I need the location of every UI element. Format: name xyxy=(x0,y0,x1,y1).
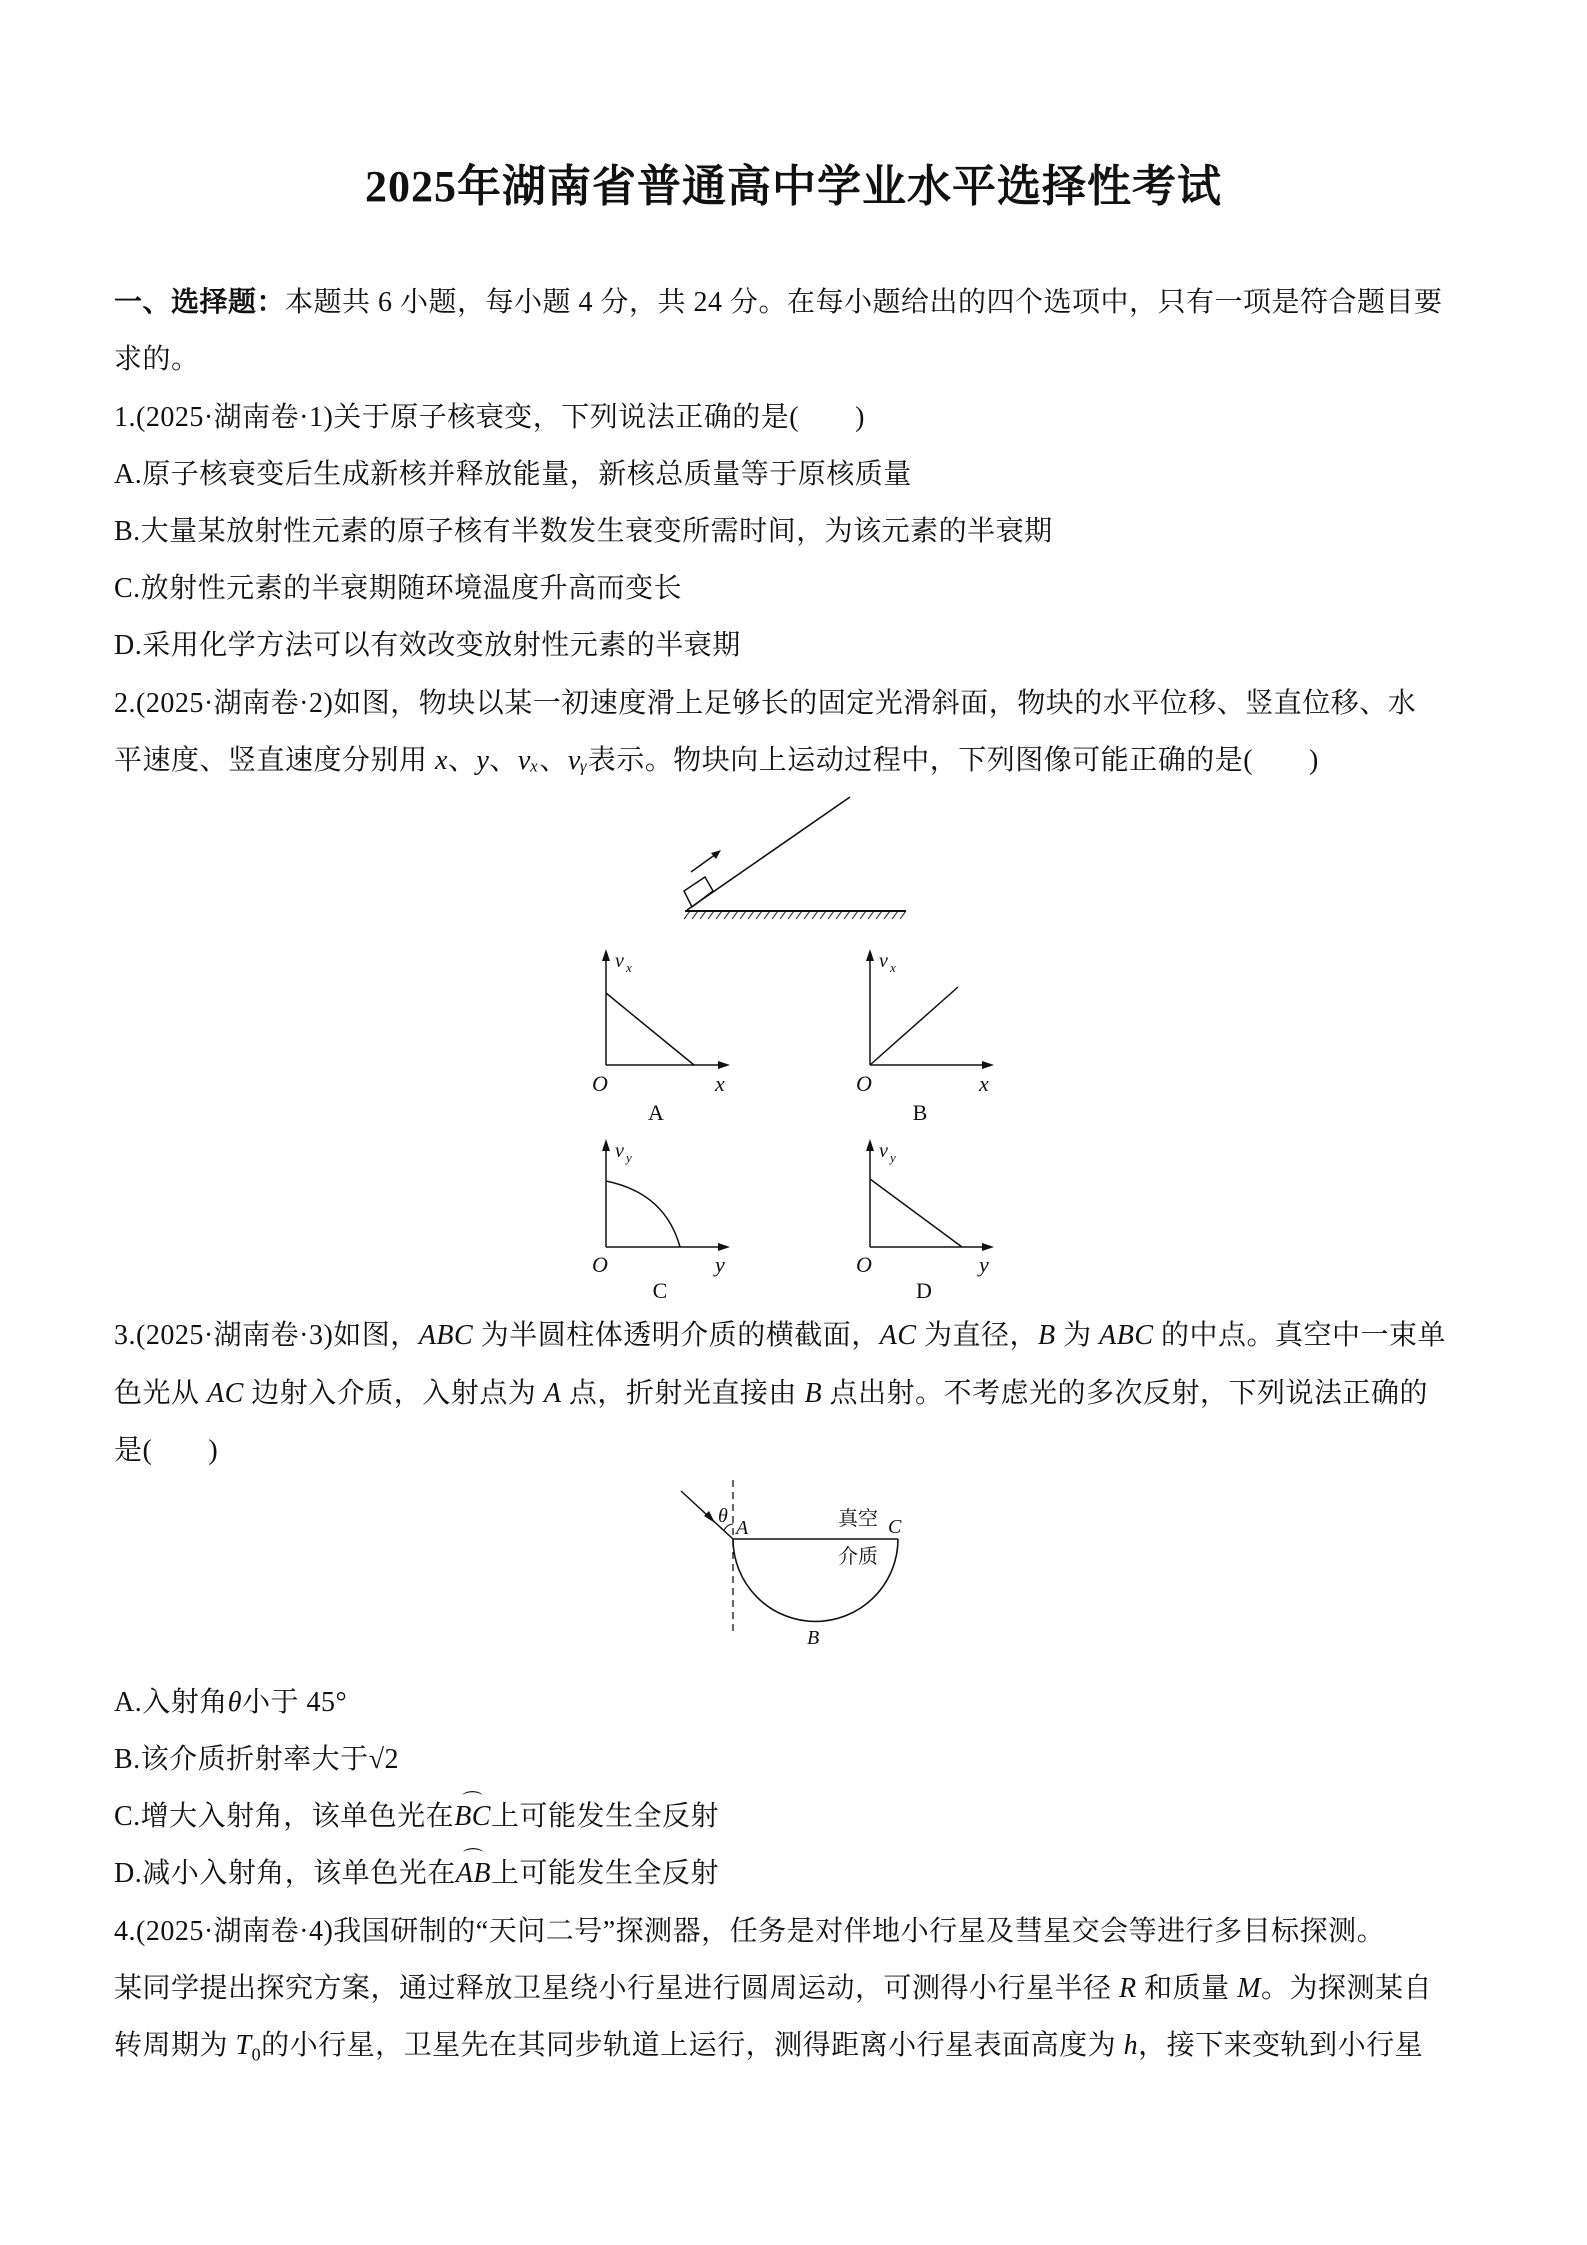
svg-text:O: O xyxy=(592,1071,608,1096)
q1-option-a: A.原子核衰变后生成新核并释放能量，新核总质量等于原核质量 xyxy=(114,459,912,490)
q3-option-a: A.入射角θ小于 45° xyxy=(114,1687,348,1718)
q4-line1: 4.(2025·湖南卷·4)我国研制的“天问二号”探测器，任务是对伴地小行星及彗星交会等进行多目标探测。 xyxy=(114,1916,1386,1947)
q1-option-b: B.大量某放射性元素的原子核有半数发生衰变所需时间，为该元素的半衰期 xyxy=(114,516,1053,547)
section-intro-line2: 求的。 xyxy=(114,344,200,375)
svg-text:O: O xyxy=(592,1252,608,1277)
svg-text:y: y xyxy=(715,1252,725,1277)
svg-text:θ: θ xyxy=(718,1505,728,1527)
q2-stem-line1: 2.(2025·湖南卷·2)如图，物块以某一初速度滑上足够长的固定光滑斜面，物块的水平位移、竖直位移、水 xyxy=(114,688,1417,719)
svg-text:v: v xyxy=(879,1140,888,1162)
svg-text:A: A xyxy=(648,1100,664,1125)
q3-stem-line2: 色光从 AC 边射入介质，入射点为 A 点，折射光直接由 B 点出射。不考虑光的多次反射，下列说法正确的 xyxy=(114,1378,1429,1409)
section-intro-line1: 一、选择题：本题共 6 小题，每小题 4 分，共 24 分。在每小题给出的四个选项中，只有一项是符合题目要 xyxy=(114,287,1443,318)
svg-text:x: x xyxy=(890,960,896,975)
q1-stem: 1.(2025·湖南卷·1)关于原子核衰变，下列说法正确的是( ) xyxy=(114,402,865,433)
svg-text:y: y xyxy=(626,1150,632,1165)
svg-text:v: v xyxy=(879,950,888,972)
svg-text:v: v xyxy=(615,950,624,972)
svg-text:A: A xyxy=(736,1517,749,1539)
incline-figure xyxy=(660,790,920,930)
svg-text:D: D xyxy=(916,1278,932,1303)
svg-text:v: v xyxy=(615,1140,624,1162)
q3-option-d: D.减小入射角，该单色光在⌒ AB上可能发生全反射 xyxy=(114,1851,719,1891)
q4-line3: 转周期为 $T_0$的小行星，卫星先在其同步轨道上运行，测得距离小行星表面高度为 h，接下来变轨到小行星 xyxy=(114,2030,1424,2065)
q3-stem-line1: 3.(2025·湖南卷·3)如图，ABC 为半圆柱体透明介质的横截面，AC 为直径，B 为 ABC 的中点。真空中一束单 xyxy=(114,1320,1447,1351)
exam-title: 2025年湖南省普通高中学业水平选择性考试 xyxy=(365,162,1222,211)
q1-option-c: C.放射性元素的半衰期随环境温度升高而变长 xyxy=(114,573,683,604)
arc-bc: ⌒ BC xyxy=(454,1801,491,1833)
q1-option-d: D.采用化学方法可以有效改变放射性元素的半衰期 xyxy=(114,630,741,661)
q4-line2: 某同学提出探究方案，通过释放卫星绕小行星进行圆周运动，可测得小行星半径 R 和质量 M。为探测某自 xyxy=(114,1973,1432,2004)
section-heading: 一、选择题： xyxy=(114,287,286,318)
graph-b xyxy=(834,945,1004,1125)
q3-option-b: B.该介质折射率大于√2 xyxy=(114,1744,400,1775)
svg-text:C: C xyxy=(888,1516,902,1538)
q2-stem-line2: 平速度、竖直速度分别用 x、y、vₓ、vᵧ表示。物块向上运动过程中，下列图像可能正确的是( ) xyxy=(114,745,1319,776)
svg-text:x: x xyxy=(979,1071,989,1096)
svg-text:y: y xyxy=(979,1252,989,1277)
svg-text:y: y xyxy=(890,1150,896,1165)
q3-stem-line3: 是( ) xyxy=(114,1435,219,1466)
graph-c xyxy=(570,1135,740,1305)
svg-text:x: x xyxy=(715,1071,725,1096)
graph-d xyxy=(834,1135,1004,1305)
svg-text:C: C xyxy=(652,1278,668,1303)
svg-text:真空: 真空 xyxy=(838,1508,878,1530)
svg-text:介质: 介质 xyxy=(838,1546,878,1568)
arc-ab: ⌒ AB xyxy=(456,1858,491,1890)
svg-text:O: O xyxy=(856,1071,872,1096)
svg-text:B: B xyxy=(807,1627,820,1649)
semicircle-figure xyxy=(660,1480,920,1660)
svg-text:B: B xyxy=(912,1100,928,1125)
q3-option-c: C.增大入射角，该单色光在⌒ BC上可能发生全反射 xyxy=(114,1794,719,1834)
svg-text:x: x xyxy=(626,960,632,975)
graph-a xyxy=(570,945,740,1125)
svg-text:O: O xyxy=(856,1252,872,1277)
